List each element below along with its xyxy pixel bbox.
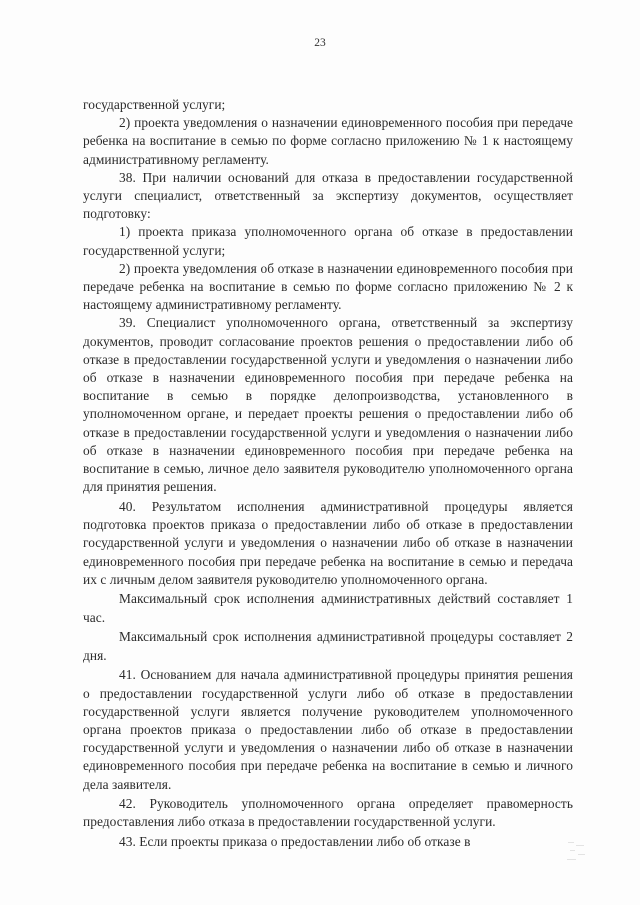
paragraph-43: 43. Если проекты приказа о предоставлении либо об отказе в bbox=[119, 834, 471, 850]
paragraph-max-time-procedure: Максимальный срок исполнения административной процедуры составляет 2 дня. bbox=[83, 629, 573, 663]
paragraph-item-1-refusal-order: 1) проекта приказа уполномоченного органа об отказе в предоставлении государственной услуги; bbox=[83, 224, 573, 258]
paragraph-40: 40. Результатом исполнения административной процедуры является подготовка проектов приказа о предоставлении либо об отказе в предоставлении государственной услуги и уведомления о назначении либо об отказе в назначении единовременного пособия при передаче ребенка на воспитание в семью и передача их с личным делом заявителя руководителю уполномоченного органа. bbox=[83, 498, 573, 587]
paragraph-item-2-refusal-notice: 2) проекта уведомления об отказе в назначении единовременного пособия при передаче ребенка на воспитание в семью по форме согласно приложению № 2 к настоящему административному регламенту. bbox=[83, 260, 573, 313]
paragraph-max-time-actions: Максимальный срок исполнения административных действий составляет 1 час. bbox=[83, 591, 573, 625]
page-number: 23 bbox=[314, 37, 326, 49]
paragraph-item-2-notification: 2) проекта уведомления о назначении единовременного пособия при передаче ребенка на воспитание в семью по форме согласно приложению № 1 к настоящему административному регламенту. bbox=[83, 115, 573, 167]
paragraph-41: 41. Основанием для начала административной процедуры принятия решения о предоставлении государственной услуги либо об отказе в предоставлении государственной услуги является получение руководителем уполномоченного органа проектов приказа о предоставлении либо об отказе в предоставлении государственной услуги и уведомления о назначении либо об отказе в назначении единовременного пособия при передаче ребенка на воспитание в семью и личного дела заявителя. bbox=[83, 667, 573, 792]
scan-noise-mark bbox=[566, 839, 588, 865]
paragraph-continuation: государственной услуги; bbox=[83, 97, 226, 112]
paragraph-42: 42. Руководитель уполномоченного органа определяет правомерность предоставления либо отказа в предоставлении государственной услуги. bbox=[83, 796, 573, 830]
paragraph-39: 39. Специалист уполномоченного органа, ответственный за экспертизу документов, проводит согласование проектов решения о предоставлении либо об отказе в предоставлении государственной услуги и уведомления о назначении либо об отказе в назначении единовременного пособия при передаче ребенка на воспитание в семью в порядке делопроизводства, установленного в уполномоченном органе, и передает проекты решения о предоставлении либо об отказе в предоставлении государственной услуги и уведомления о назначении либо об отказе в назначении единовременного пособия при передаче ребенка на воспитание в семью, личное дело заявителя руководителю уполномоченного органа для принятия решения. bbox=[83, 315, 573, 495]
document-body bbox=[83, 96, 573, 851]
paragraph-38: 38. При наличии оснований для отказа в предоставлении государственной услуги специалист, ответственный за экспертизу документов, осуществляет подготовку: bbox=[83, 169, 573, 222]
